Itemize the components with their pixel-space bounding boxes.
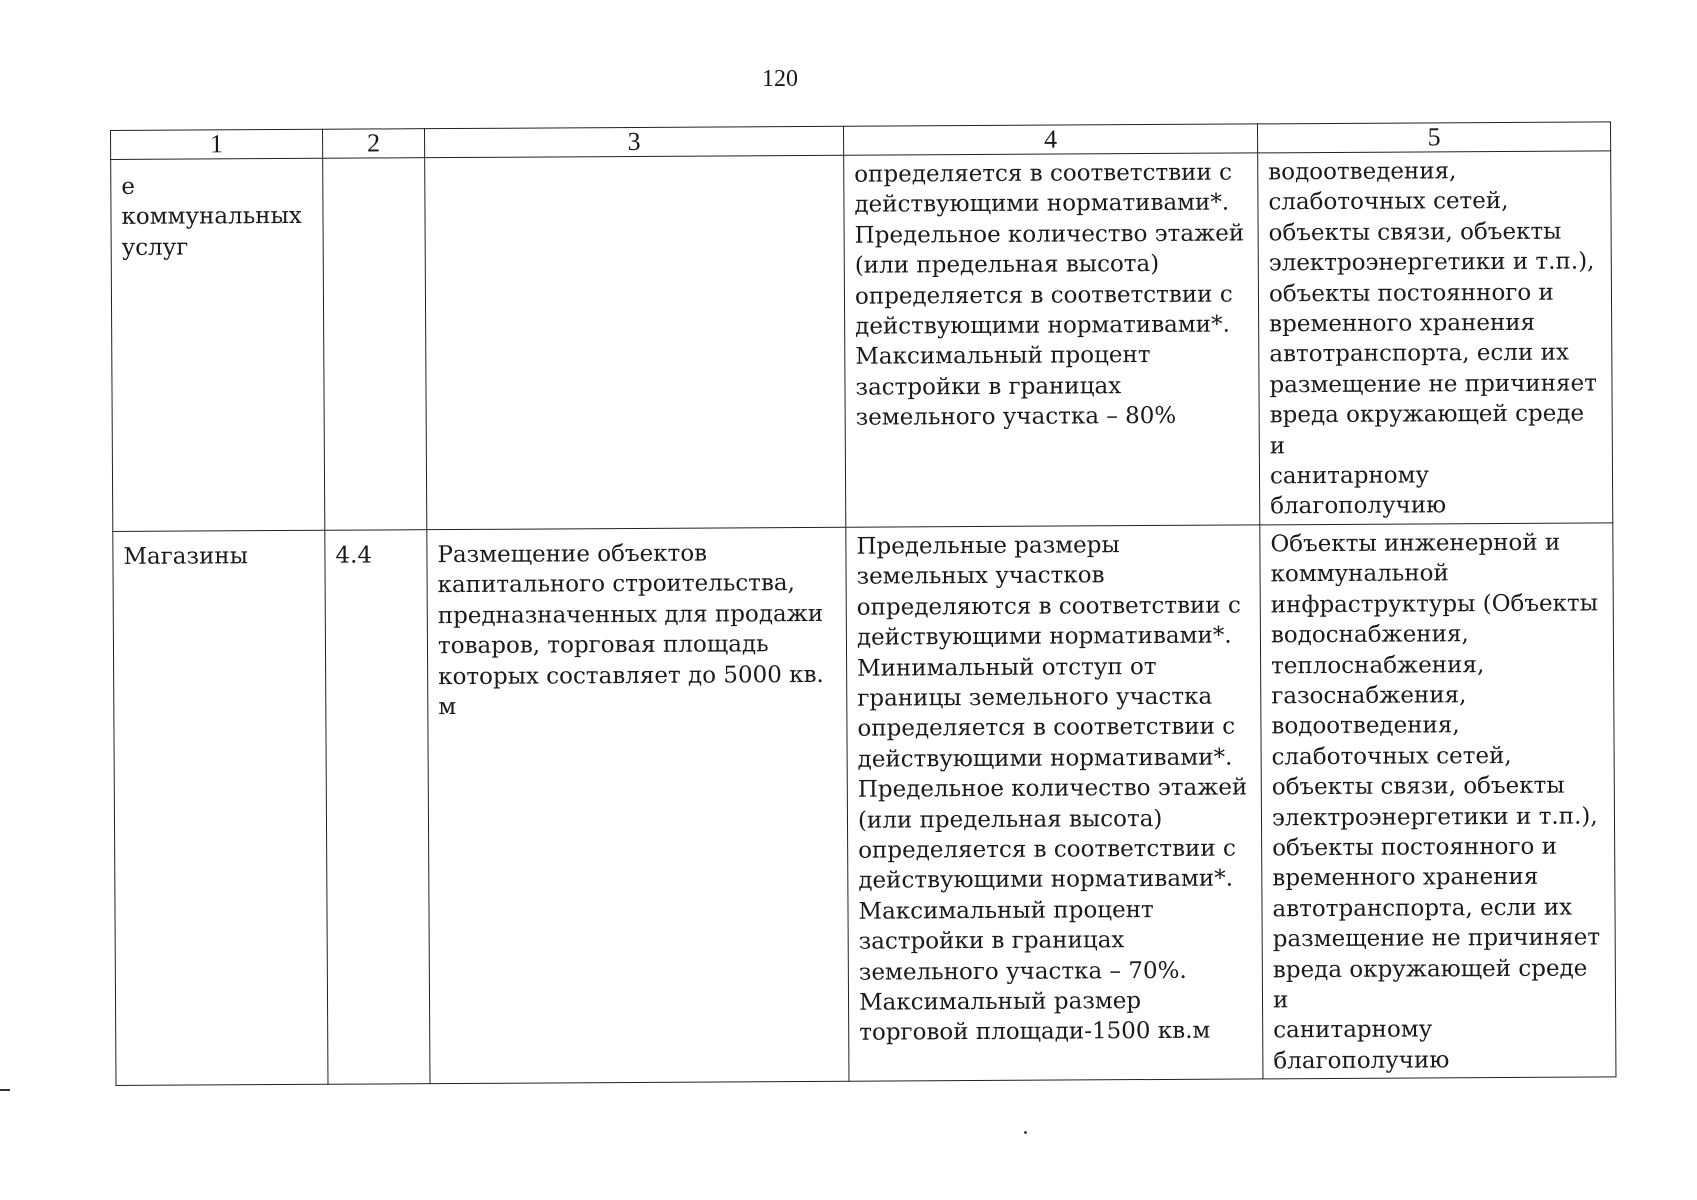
use-code-cell [325, 530, 430, 1085]
parameters-cell [844, 153, 1260, 527]
use-name-text: Магазины [123, 543, 249, 570]
auxiliary-uses-text: Объекты инженерной и коммунальной инфраструктуры (Объекты водоснабжения, теплоснабжения, газоснабжения, водоотведения, слаботочных сетей, объекты связи, объекты электроэнергетики и т.п.), объекты постоянного и временного хранения автотранспорта, если их размещение не причиняет вреда окружающей среде и санитарному благополучию [1270, 529, 1601, 1075]
column-header-4: 4 [843, 124, 1257, 155]
parameters-cell [846, 525, 1263, 1082]
use-description-cell [425, 155, 846, 529]
page-number: 120 [762, 66, 798, 92]
parameters-text: Предельные размеры земельных участков определяются в соответствии с действующими нормативами*. Минимальный отступ от границы земельного участка определяется в соответствии с действующими нормативами*. Предельное количество этажей (или предельная высота) определяется в соответствии с действующими нормативами*. Максимальный процент застройки в границах земельного участка – 70%. Максимальный размер торговой площади-1500 кв.м [856, 532, 1248, 1047]
use-name-text: е коммунальных услуг [121, 173, 302, 261]
use-name-cell [113, 530, 328, 1086]
column-header-2: 2 [322, 129, 424, 159]
use-description-text: Размещение объектов капитального строительства, предназначенных для продажи товаров, торговая площадь которых составляет до 5000 кв. м [437, 540, 824, 721]
regulations-table [110, 121, 1616, 1086]
auxiliary-uses-cell [1258, 151, 1613, 525]
table-row [113, 523, 1616, 1086]
use-code-text: 4.4 [335, 542, 373, 569]
auxiliary-uses-text: водоотведения, слаботочных сетей, объекты связи, объекты электроэнергетики и т.п.), объекты постоянного и временного хранения автотранспорта, если их размещение не причиняет вреда окружающей среде и санитарному благополучию [1268, 158, 1597, 520]
table-row [111, 151, 1613, 532]
column-header-5: 5 [1257, 122, 1610, 153]
scan-dot [1024, 1131, 1027, 1134]
use-description-cell [427, 527, 849, 1084]
use-code-cell [323, 158, 427, 530]
auxiliary-uses-cell [1260, 523, 1616, 1079]
margin-mark [0, 1089, 10, 1091]
column-header-3: 3 [424, 126, 843, 157]
use-name-cell [111, 158, 325, 531]
use-description-text [435, 160, 833, 162]
parameters-text: определяется в соответствии с действующими нормативами*. Предельное количество этажей (или предельная высота) определяется в соответствии с действующими нормативами*. Максимальный процент застройки в границах земельного участка – 80% [854, 159, 1245, 431]
column-header-1: 1 [111, 129, 323, 159]
